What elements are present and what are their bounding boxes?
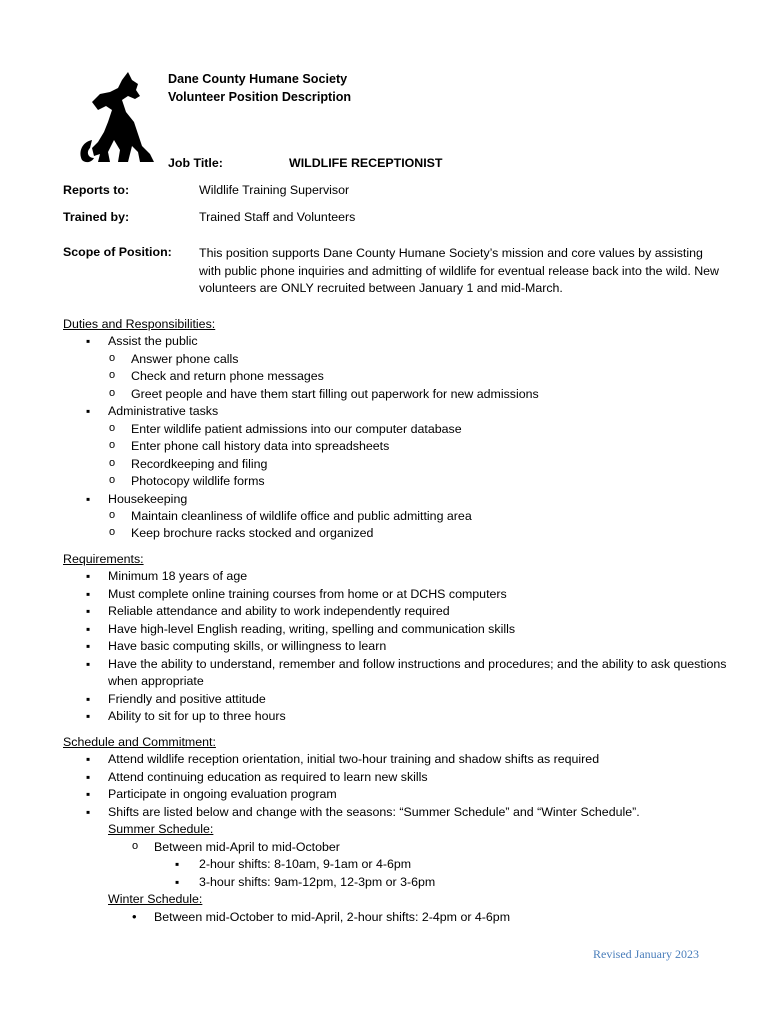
list-item: ▪ Have basic computing skills, or willingness to learn [63, 638, 733, 655]
list-item: ▪ Minimum 18 years of age [63, 568, 733, 585]
list-item: o Keep brochure racks stocked and organized [63, 525, 733, 542]
list-item: ▪ Attend continuing education as required to learn new skills [63, 769, 733, 786]
requirements-section [63, 551, 733, 726]
list-item: ▪ Ability to sit for up to three hours [63, 708, 733, 725]
list-item: o Greet people and have them start filling out paperwork for new admissions [63, 386, 733, 403]
list-item: ▪ Assist the public [63, 333, 733, 350]
list-item: o Answer phone calls [63, 351, 733, 368]
list-item: ▪ 3-hour shifts: 9am-12pm, 12-3pm or 3-6pm [63, 874, 733, 891]
scope-text: This position supports Dane County Humane Society’s mission and core values by assisting with public phone inquiries and admitting of wildlife for eventual release back into the wild. New volunteers are ONLY recruited between January 1 and mid-March. [199, 246, 720, 295]
list-item: ▪ 2-hour shifts: 8-10am, 9-1am or 4-6pm [63, 856, 733, 873]
list-item: ▪ Participate in ongoing evaluation program [63, 786, 733, 803]
duties-heading: Duties and Responsibilities: [63, 317, 216, 331]
list-item: • Between mid-October to mid-April, 2-hour shifts: 2-4pm or 4-6pm [63, 909, 733, 926]
list-item: ▪ Shifts are listed below and change with the seasons: “Summer Schedule” and “Winter Schedule”. [63, 804, 733, 821]
list-item: o Recordkeeping and filing [63, 456, 733, 473]
job-title-label: Job Title: [168, 156, 223, 170]
winter-schedule-heading: Winter Schedule: [108, 892, 203, 907]
list-item: ▪ Must complete online training courses from home or at DCHS computers [63, 586, 733, 603]
revised-date: Revised January 2023 [593, 947, 699, 961]
doc-type: Volunteer Position Description [168, 90, 352, 104]
trained-by-label: Trained by: [63, 210, 130, 224]
list-item: ▪ Have high-level English reading, writing, spelling and communication skills [63, 621, 733, 638]
list-item: o Maintain cleanliness of wildlife office and public admitting area [63, 508, 733, 525]
list-item: o Check and return phone messages [63, 368, 733, 385]
schedule-section [63, 734, 733, 926]
list-item: ▪ Administrative tasks [63, 403, 733, 420]
requirements-heading: Requirements: [63, 552, 144, 566]
list-item: ▪ Reliable attendance and ability to work independently required [63, 603, 733, 620]
org-name: Dane County Humane Society [168, 72, 348, 86]
summer-schedule-heading: Summer Schedule: [108, 822, 214, 837]
org-header [168, 70, 351, 106]
list-item: ▪ Housekeeping [63, 491, 733, 508]
schedule-heading: Schedule and Commitment: [63, 735, 216, 749]
trained-by-value: Trained Staff and Volunteers [199, 210, 356, 224]
scope-label: Scope of Position: [63, 245, 172, 259]
list-item: ▪ Have the ability to understand, remember and follow instructions and procedures; and the ability to ask questions when appropriate [63, 656, 733, 691]
duties-section [63, 316, 733, 543]
list-item: ▪ Attend wildlife reception orientation, initial two-hour training and shadow shifts as required [63, 751, 733, 768]
job-title-value: WILDLIFE RECEPTIONIST [289, 156, 443, 170]
list-item: o Enter phone call history data into spreadsheets [63, 438, 733, 455]
dog-and-cat-silhouette-icon [78, 70, 158, 164]
reports-to-label: Reports to: [63, 183, 130, 197]
list-item: o Photocopy wildlife forms [63, 473, 733, 490]
list-item: o Enter wildlife patient admissions into our computer database [63, 421, 733, 438]
reports-to-value: Wildlife Training Supervisor [199, 183, 350, 197]
list-item: ▪ Friendly and positive attitude [63, 691, 733, 708]
list-item: o Between mid-April to mid-October [63, 839, 733, 856]
